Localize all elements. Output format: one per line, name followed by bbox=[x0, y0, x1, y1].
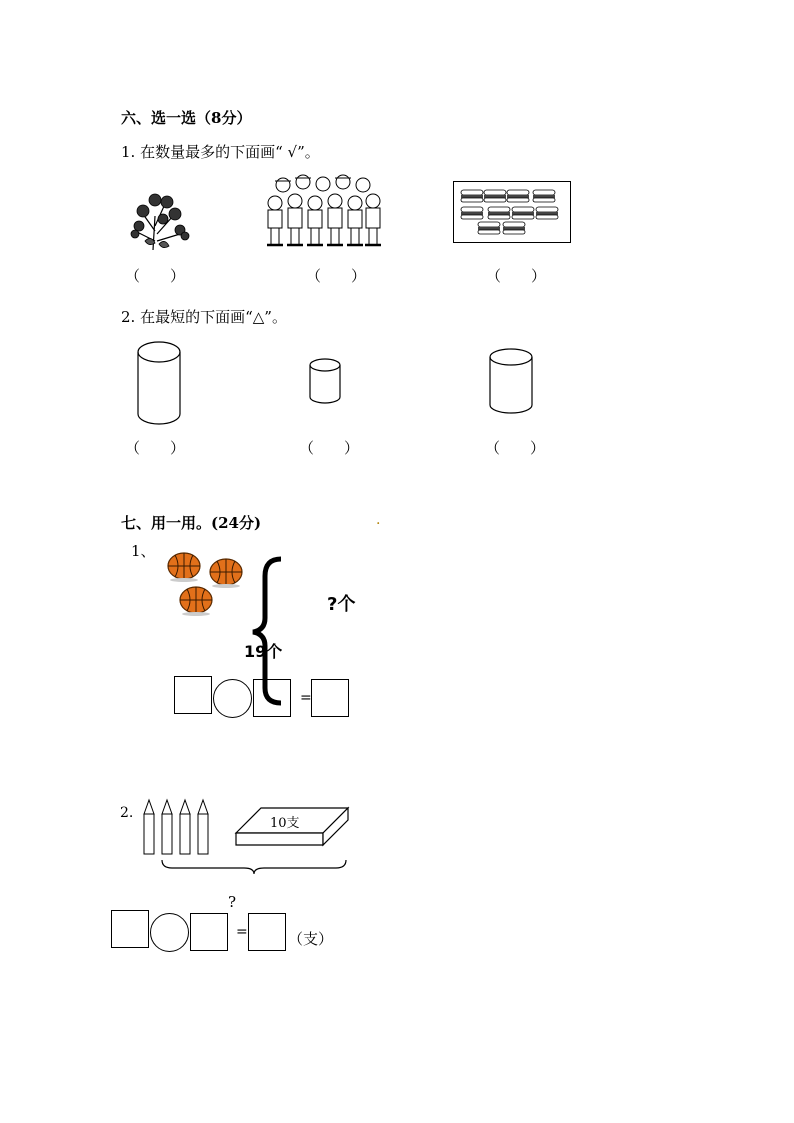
children-image bbox=[265, 173, 385, 249]
medium-cylinder bbox=[489, 347, 535, 417]
answer-paren[interactable]: （ ） bbox=[486, 267, 547, 285]
answer-box[interactable] bbox=[248, 913, 286, 951]
q2-instruction: 2. 在最短的下面画“△”。 bbox=[121, 308, 287, 326]
q7-2-number: 2. bbox=[120, 805, 134, 821]
question-count: ?个 bbox=[327, 594, 356, 615]
q1-instruction: 1. 在数量最多的下面画“ √”。 bbox=[121, 143, 320, 161]
section7-title: 七、用一用。(24分) bbox=[121, 514, 262, 532]
bottom-brace bbox=[160, 858, 348, 876]
short-cylinder bbox=[309, 357, 343, 405]
flowers-image bbox=[125, 186, 195, 252]
equals-sign: = bbox=[300, 690, 312, 706]
answer-paren[interactable]: （ ） bbox=[125, 267, 186, 285]
operator-circle[interactable] bbox=[150, 913, 189, 952]
q7-1-number: 1、 bbox=[131, 542, 156, 560]
answer-box[interactable] bbox=[111, 910, 149, 948]
answer-box[interactable] bbox=[174, 676, 212, 714]
pencils-image bbox=[142, 798, 216, 856]
answer-paren[interactable]: （ ） bbox=[125, 439, 186, 457]
pencil-box-label: 10支 bbox=[270, 816, 300, 831]
answer-paren[interactable]: （ ） bbox=[306, 267, 367, 285]
burgers-image bbox=[453, 181, 571, 243]
answer-paren[interactable]: （ ） bbox=[299, 439, 360, 457]
section6-title: 六、选一选（8分） bbox=[121, 109, 252, 127]
answer-box[interactable] bbox=[253, 679, 291, 717]
question-mark: ? bbox=[228, 893, 237, 911]
answer-paren[interactable]: （ ） bbox=[485, 439, 546, 457]
tall-cylinder bbox=[137, 340, 183, 426]
answer-box[interactable] bbox=[311, 679, 349, 717]
total-count: 19个 bbox=[244, 642, 283, 661]
equals-sign: = bbox=[236, 924, 248, 940]
unit-label: （支） bbox=[288, 930, 334, 948]
basketballs-image bbox=[165, 552, 245, 618]
operator-circle[interactable] bbox=[213, 679, 252, 718]
answer-box[interactable] bbox=[190, 913, 228, 951]
stray-dot: . bbox=[376, 512, 381, 528]
